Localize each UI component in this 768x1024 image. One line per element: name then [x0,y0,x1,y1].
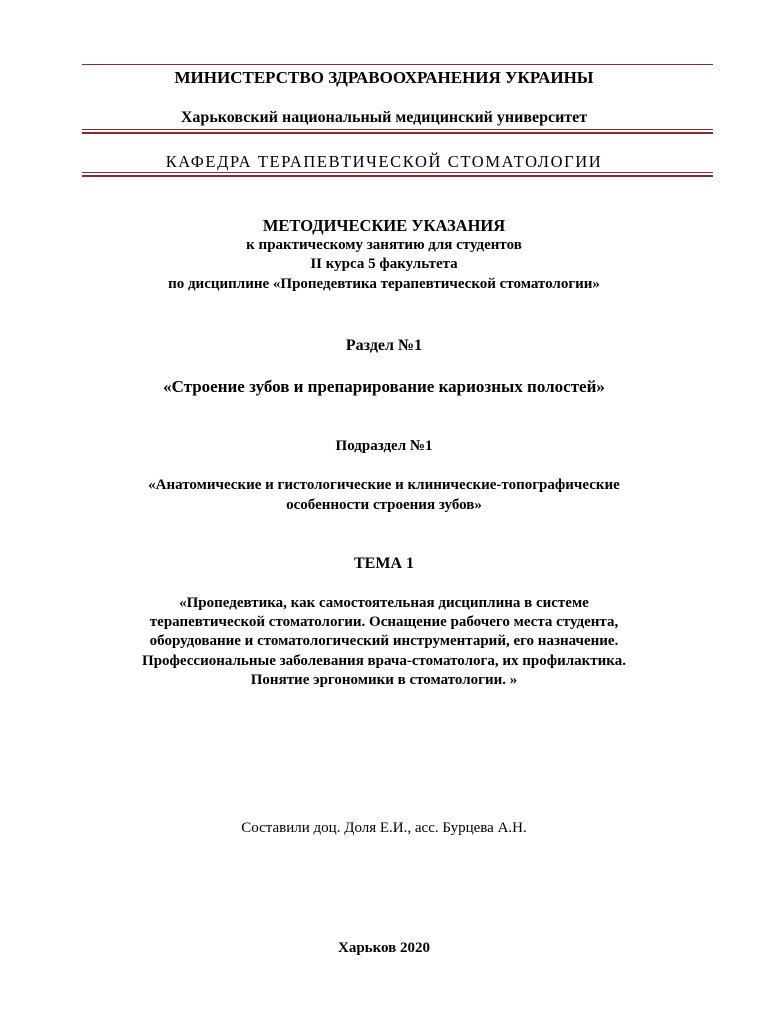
subsection-title-line: «Анатомические и гистологические и клинические-топографические [148,477,620,493]
section-title: «Строение зубов и препарирование кариозных полостей» [163,377,605,396]
department-rule [82,172,713,177]
topic-number: ТЕМА 1 [354,555,414,572]
department-name: КАФЕДРА ТЕРАПЕВТИЧЕСКОЙ СТОМАТОЛОГИИ [165,152,603,171]
purpose-line: по дисциплине «Пропедевтика терапевтической стоматологии» [168,276,600,292]
topic-title-line: «Пропедевтика, как самостоятельная дисциплина в системе [179,595,589,611]
purpose-line: II курса 5 факультета [310,256,458,272]
topic-title-line: терапевтической стоматологии. Оснащение рабочего места студента, [149,614,619,630]
topic-title-line: оборудование и стоматологический инструментарий, его назначение. [149,633,619,649]
university-rule [82,129,713,134]
document-type: МЕТОДИЧЕСКИЕ УКАЗАНИЯ [262,216,506,235]
topic-title-line: Понятие эргономики в стоматологии. » [250,672,518,688]
university-name: Харьковский национальный медицинский университет [180,109,588,126]
subsection-number: Подраздел №1 [335,438,433,454]
topic-title-line: Профессиональные заболевания врача-стоматолога, их профилактика. [142,653,626,669]
subsection-title-line: особенности строения зубов» [286,497,482,513]
top-rule [82,64,713,65]
ministry-name: МИНИСТЕРСТВО ЗДРАВООХРАНЕНИЯ УКРАИНЫ [174,68,594,87]
authors: Составили доц. Доля Е.И., асс. Бурцева А.Н. [241,820,527,836]
purpose-line: к практическому занятию для студентов [246,237,522,253]
city-year: Харьков 2020 [337,940,431,956]
section-number: Раздел №1 [345,337,423,354]
